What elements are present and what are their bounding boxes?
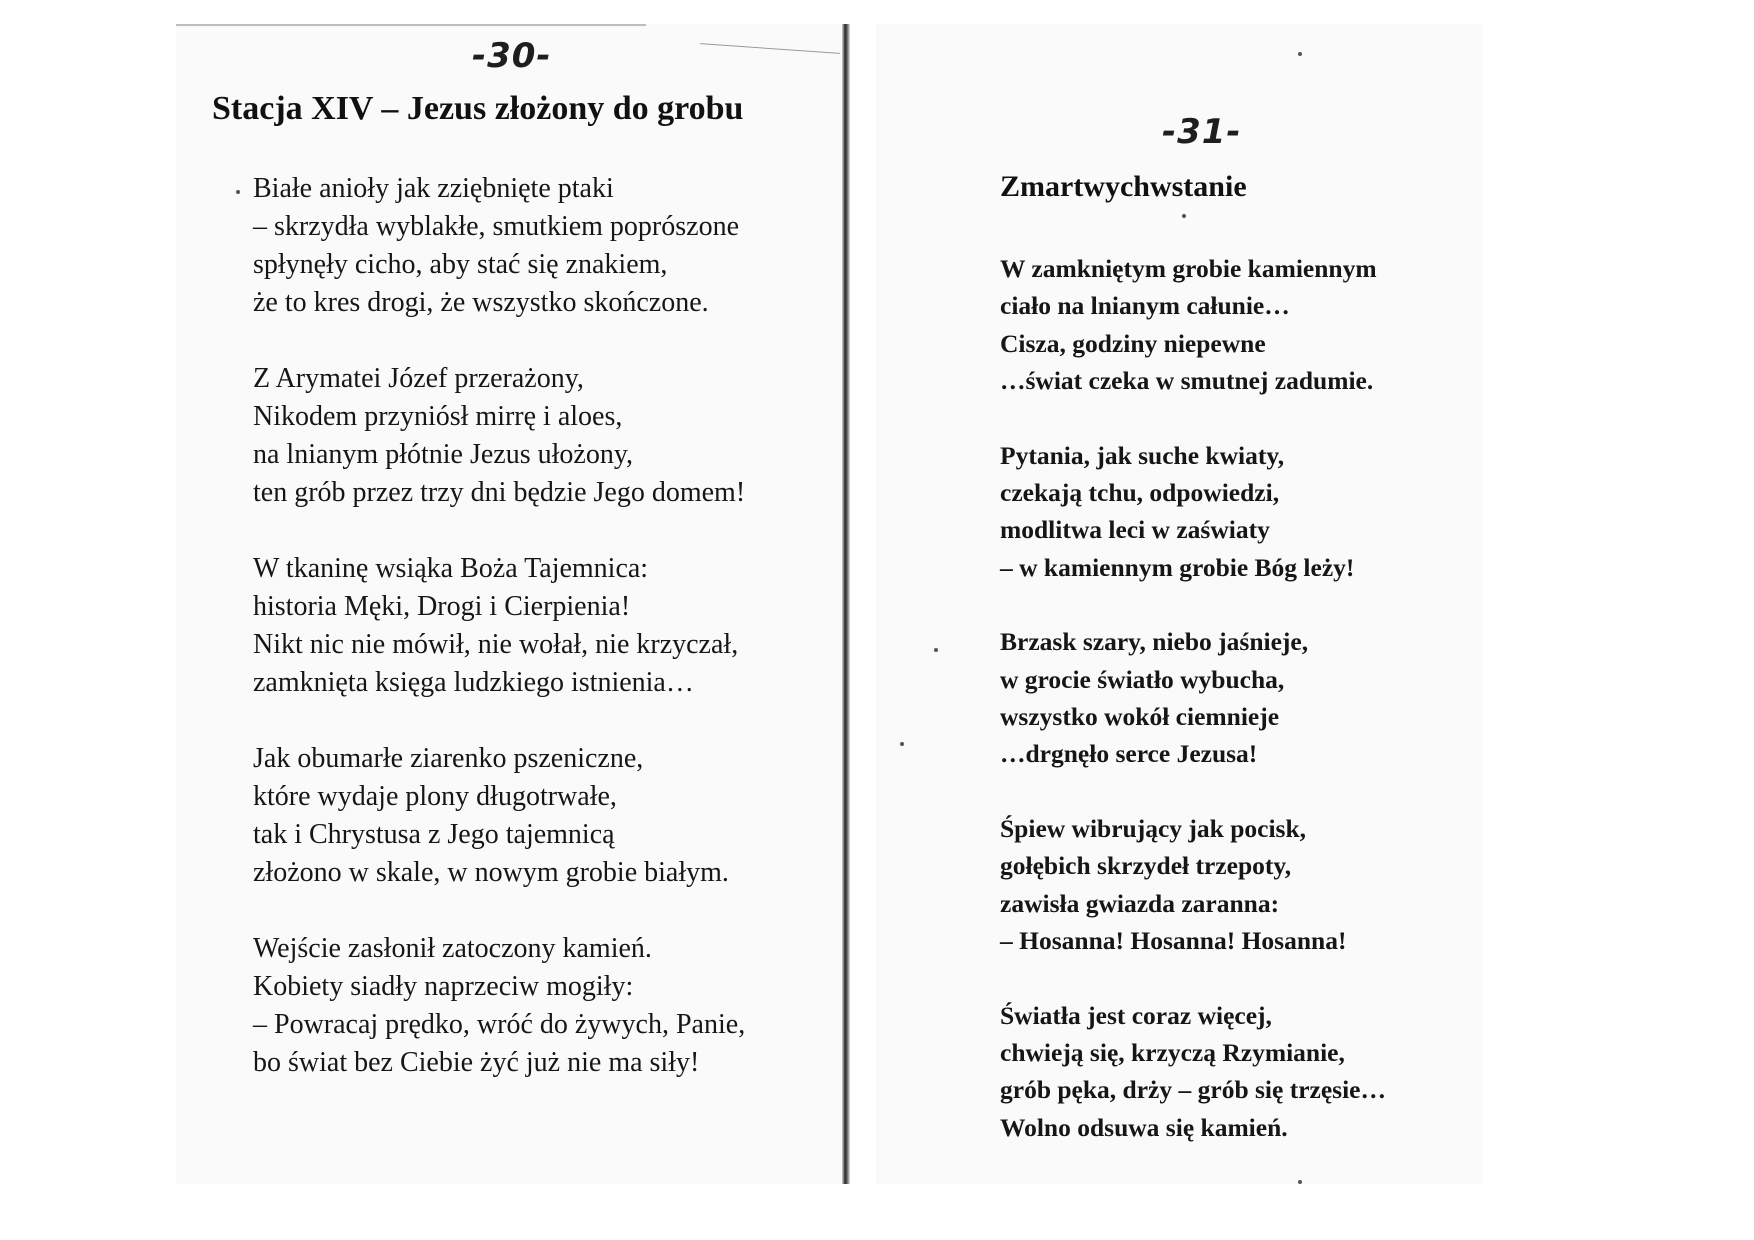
poem-line: Pytania, jak suche kwiaty,	[1000, 440, 1285, 470]
poem-line: czekają tchu, odpowiedzi,	[1000, 478, 1280, 508]
poem-line: Wolno odsuwa się kamień.	[1000, 1112, 1288, 1142]
poem-line: Białe anioły jak zziębnięte ptaki	[253, 173, 614, 204]
scan-speck	[1298, 52, 1302, 56]
poem-line: historia Męki, Drogi i Cierpienia!	[253, 591, 631, 622]
stanza	[1000, 810, 1480, 960]
book-spine	[842, 24, 850, 1184]
poem-line: Wejście zasłonił zatoczony kamień.	[253, 933, 652, 964]
right-page-title: Zmartwychwstanie	[1000, 170, 1247, 203]
poem-line: Z Arymatei Józef przerażony,	[253, 363, 584, 394]
poem-line: spłynęły cicho, aby stać się znakiem,	[253, 249, 668, 280]
poem-line: Jak obumarłe ziarenko pszeniczne,	[253, 743, 644, 774]
poem-line: które wydaje plony długotrwałe,	[253, 781, 617, 812]
poem-line: modlitwa leci w zaświaty	[1000, 515, 1270, 545]
stanza	[1000, 437, 1480, 587]
poem-line: W tkaninę wsiąka Boża Tajemnica:	[253, 553, 649, 584]
poem-line: grób pęka, drży – grób się trzęsie…	[1000, 1075, 1386, 1105]
stanza	[253, 170, 833, 322]
poem-line: Kobiety siadły naprzeciw mogiły:	[253, 971, 634, 1002]
stanza	[253, 360, 833, 512]
poem-line: w grocie światło wybucha,	[1000, 664, 1285, 694]
poem-line: – Powracaj prędko, wróć do żywych, Panie,	[253, 1009, 746, 1040]
left-poem	[253, 170, 833, 1120]
poem-line: zamknięta księga ludzkiego istnienia…	[253, 667, 694, 698]
stanza	[253, 930, 833, 1082]
left-page-title: Stacja XIV – Jezus złożony do grobu	[212, 90, 744, 127]
poem-line: – Hosanna! Hosanna! Hosanna!	[1000, 926, 1347, 956]
right-page-number: -31-	[1162, 112, 1242, 152]
scan-edge-line	[176, 24, 646, 26]
stanza	[1000, 250, 1480, 400]
poem-line: …świat czeka w smutnej zadumie.	[1000, 366, 1374, 396]
poem-line: Nikodem przyniósł mirrę i aloes,	[253, 401, 623, 432]
poem-line: na lnianym płótnie Jezus ułożony,	[253, 439, 633, 470]
stanza	[253, 550, 833, 702]
scan-speck	[1182, 214, 1186, 218]
poem-line: …drgnęło serce Jezusa!	[1000, 739, 1258, 769]
poem-line: ciało na lnianym całunie…	[1000, 291, 1290, 321]
poem-line: Światła jest coraz więcej,	[1000, 1000, 1272, 1030]
scan-speck	[1298, 1180, 1302, 1184]
poem-line: wszystko wokół ciemnieje	[1000, 702, 1280, 732]
poem-line: bo świat bez Ciebie żyć już nie ma siły!	[253, 1047, 700, 1078]
poem-line: Śpiew wibrujący jak pocisk,	[1000, 813, 1307, 843]
poem-line: że to kres drogi, że wszystko skończone.	[253, 287, 709, 318]
poem-line: – skrzydła wyblakłe, smutkiem poprószone	[253, 211, 740, 242]
poem-line: gołębich skrzydeł trzepoty,	[1000, 851, 1292, 881]
poem-line: Nikt nic nie mówił, nie wołał, nie krzyczał,	[253, 629, 739, 660]
poem-line: chwieją się, krzyczą Rzymianie,	[1000, 1037, 1345, 1067]
stanza	[253, 740, 833, 892]
poem-line: ten grób przez trzy dni będzie Jego domem!	[253, 477, 746, 508]
poem-line: Brzask szary, niebo jaśnieje,	[1000, 627, 1309, 657]
right-poem	[1000, 250, 1480, 1183]
poem-line: Cisza, godziny niepewne	[1000, 328, 1266, 358]
scan-speck	[900, 742, 904, 746]
scan-speck	[934, 648, 938, 652]
poem-line: W zamkniętym grobie kamiennym	[1000, 254, 1377, 283]
poem-line: zawisła gwiazda zaranna:	[1000, 888, 1280, 918]
stanza	[1000, 623, 1480, 773]
stanza	[1000, 997, 1480, 1147]
left-page-number: -30-	[472, 36, 552, 76]
poem-line: tak i Chrystusa z Jego tajemnicą	[253, 819, 615, 850]
scan-speck	[236, 190, 240, 194]
poem-line: – w kamiennym grobie Bóg leży!	[1000, 552, 1355, 582]
poem-line: złożono w skale, w nowym grobie białym.	[253, 857, 729, 888]
